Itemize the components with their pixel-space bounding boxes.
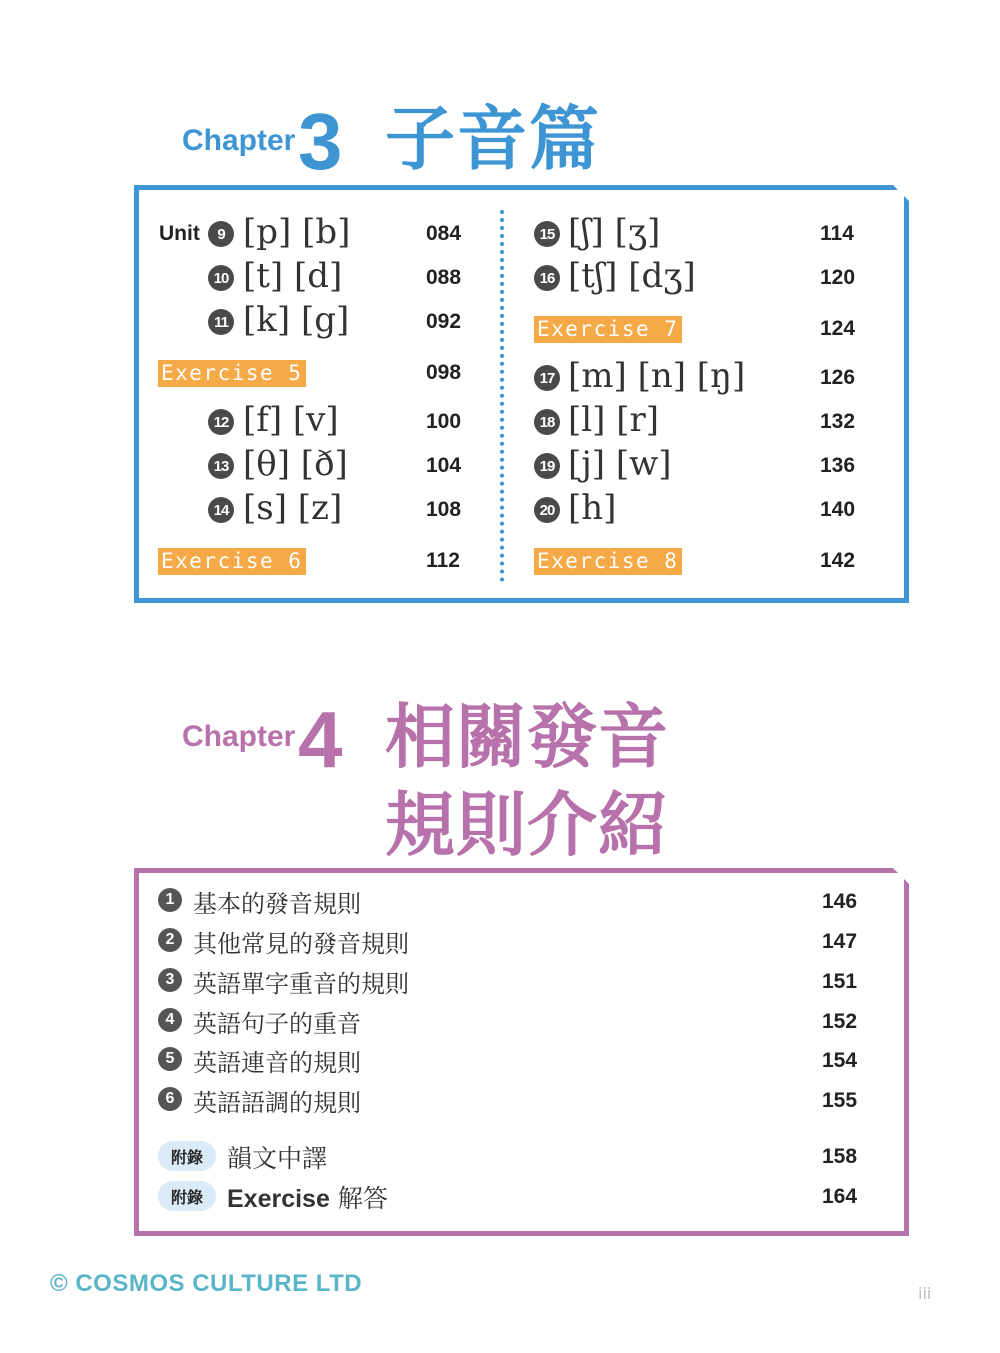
page-number: 136 — [820, 454, 856, 477]
unit-number-badge: 19 — [534, 453, 560, 479]
ipa-symbols: [p] [b] — [243, 212, 351, 252]
page-number: 142 — [820, 549, 856, 572]
item-number-badge: 3 — [158, 968, 182, 992]
exercise-badge: Exercise 7 — [534, 316, 682, 343]
toc-item-title: 基本的發音規則 — [193, 890, 361, 918]
unit-number-badge: 9 — [208, 221, 234, 247]
unit-number-badge: 18 — [534, 409, 560, 435]
appendix-badge: 附錄 — [158, 1141, 216, 1171]
page-number: 098 — [426, 361, 462, 384]
page-number: 084 — [426, 222, 462, 245]
page-number: 092 — [426, 310, 462, 333]
unit-label: Unit — [159, 222, 200, 245]
page-number: 155 — [822, 1089, 858, 1112]
chapter3-word: Chapter — [182, 124, 296, 157]
appendix-title-zh: 韻文中譯 — [227, 1144, 328, 1173]
chapter4-title-line1: 相關發音 — [385, 696, 669, 778]
appendix-title — [227, 1139, 327, 1175]
exercise-badge: Exercise 5 — [158, 360, 306, 387]
unit-number-badge: 11 — [208, 309, 234, 335]
page-number: 104 — [426, 454, 462, 477]
ipa-symbols: [m] [n] [ŋ] — [568, 356, 746, 396]
ipa-symbols: [k] [g] — [243, 300, 350, 340]
page-number: 151 — [822, 970, 858, 993]
page-number: 120 — [820, 266, 856, 289]
box-corner-cut — [893, 868, 909, 884]
appendix-title — [227, 1179, 388, 1215]
page-number: 147 — [822, 930, 858, 953]
ipa-symbols: [t] [d] — [243, 256, 343, 296]
ipa-symbols: [ʃ] [ʒ] — [568, 212, 661, 252]
exercise-badge: Exercise 8 — [534, 548, 682, 575]
toc-item-title: 英語語調的規則 — [193, 1089, 361, 1117]
page-number-footer: iii — [918, 1284, 932, 1303]
ipa-symbols: [s] [z] — [243, 488, 343, 528]
item-number-badge: 1 — [158, 888, 182, 912]
page-number: 154 — [822, 1049, 858, 1072]
page-number: 124 — [820, 317, 856, 340]
exercise-badge: Exercise 6 — [158, 548, 306, 575]
page-number: 132 — [820, 410, 856, 433]
ipa-symbols: [f] [v] — [243, 400, 339, 440]
unit-number-badge: 14 — [208, 497, 234, 523]
appendix-title-en: Exercise — [227, 1185, 330, 1213]
chapter4-title-line2: 規則介紹 — [385, 784, 669, 866]
page-number: 088 — [426, 266, 462, 289]
box-corner-cut — [893, 185, 909, 201]
ipa-symbols: [θ] [ð] — [243, 444, 348, 484]
page-number: 100 — [426, 410, 462, 433]
ipa-symbols: [h] — [568, 488, 617, 528]
appendix-badge: 附錄 — [158, 1181, 216, 1211]
ipa-symbols: [tʃ] [dʒ] — [568, 256, 696, 296]
item-number-badge: 2 — [158, 928, 182, 952]
item-number-badge: 5 — [158, 1047, 182, 1071]
unit-number-badge: 10 — [208, 265, 234, 291]
chapter4-word: Chapter — [182, 720, 296, 753]
unit-number-badge: 13 — [208, 453, 234, 479]
chapter3-number: 3 — [298, 97, 343, 186]
page-number: 126 — [820, 366, 856, 389]
unit-number-badge: 12 — [208, 409, 234, 435]
unit-number-badge: 17 — [534, 365, 560, 391]
page-number: 152 — [822, 1010, 858, 1033]
ipa-symbols: [j] [w] — [568, 444, 672, 484]
copyright-footer: © COSMOS CULTURE LTD — [50, 1270, 363, 1297]
column-divider — [500, 210, 504, 582]
page-number: 108 — [426, 498, 462, 521]
ipa-symbols: [l] [r] — [568, 400, 659, 440]
toc-item-title: 英語連音的規則 — [193, 1049, 361, 1077]
unit-number-badge: 15 — [534, 221, 560, 247]
toc-item-title: 英語句子的重音 — [193, 1010, 361, 1038]
page-number: 114 — [820, 222, 854, 245]
item-number-badge: 4 — [158, 1008, 182, 1032]
item-number-badge: 6 — [158, 1087, 182, 1111]
page-number: 112 — [426, 549, 460, 572]
chapter3-title: 子音篇 — [385, 98, 601, 180]
page-number: 158 — [822, 1145, 858, 1168]
unit-number-badge: 20 — [534, 497, 560, 523]
toc-item-title: 英語單字重音的規則 — [193, 970, 409, 998]
appendix-title-zh: 解答 — [329, 1184, 388, 1213]
page-number: 140 — [820, 498, 856, 521]
page-number: 146 — [822, 890, 858, 913]
unit-number-badge: 16 — [534, 265, 560, 291]
toc-item-title: 其他常見的發音規則 — [193, 930, 409, 958]
chapter4-number: 4 — [298, 695, 343, 784]
page-number: 164 — [822, 1185, 858, 1208]
